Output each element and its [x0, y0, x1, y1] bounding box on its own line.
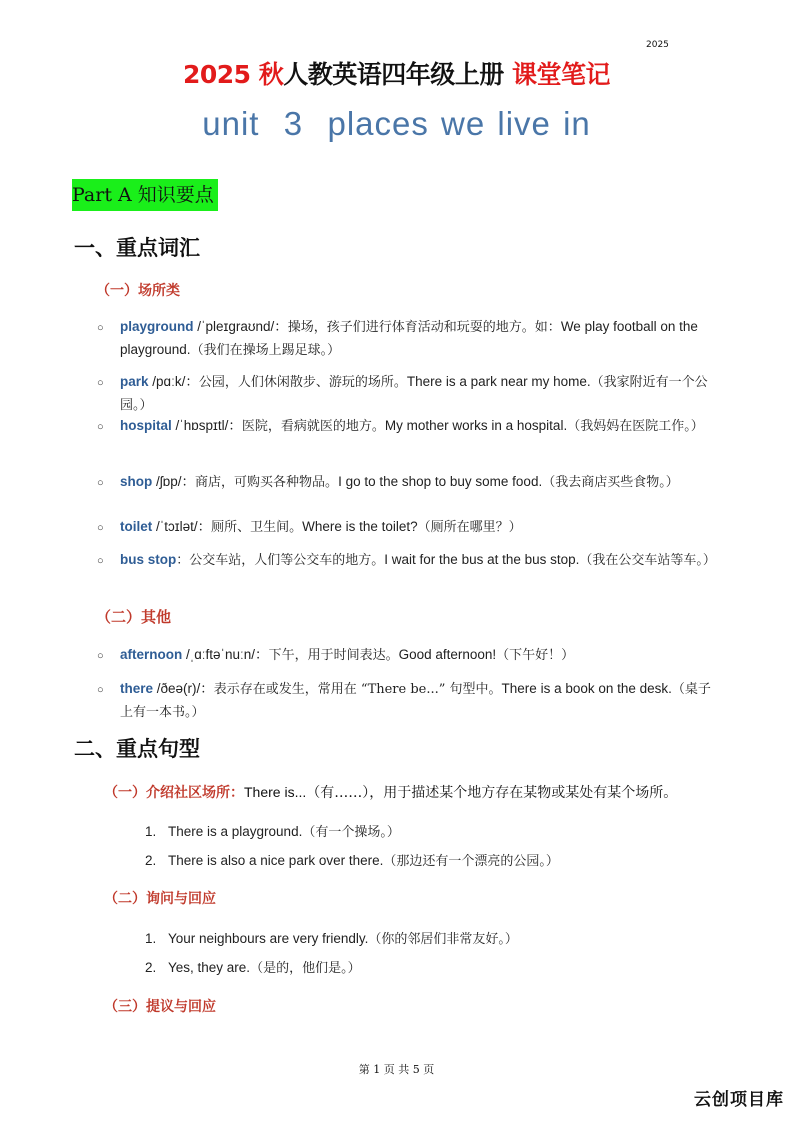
vocab-item — [97, 549, 722, 572]
vocab-example: I go to the shop to buy some food. — [338, 474, 543, 489]
vocab-item — [97, 471, 722, 494]
vocab-translation: （我家附近有一个公园。） — [120, 375, 708, 413]
sentence-english: Yes, they are. — [168, 960, 251, 975]
vocab-example: There is a book on the desk. — [501, 681, 672, 696]
sentence-chinese: （那边还有一个漂亮的公园。） — [383, 854, 559, 869]
vocab-meaning: 厕所、卫生间。 — [211, 520, 303, 535]
vocab-phonetic: /ðeə(r)/： — [156, 681, 214, 696]
vocab-word: hospital — [120, 418, 172, 433]
vocab-word: shop — [120, 474, 153, 489]
vocab-word: bus stop — [120, 552, 177, 567]
sentence-english: There is also a nice park over there. — [168, 853, 384, 868]
vocab-example: There is a park near my home. — [406, 374, 591, 389]
vocab-example: Good afternoon! — [398, 647, 497, 662]
bullet-icon: ○ — [97, 650, 104, 662]
vocab-phonetic: /ˈpleɪɡraʊnd/： — [197, 319, 288, 334]
title-book: 人教英语四年级上册 — [283, 60, 504, 89]
bullet-icon: ○ — [97, 522, 104, 534]
unit-title: unit 3 places we live in — [202, 105, 591, 142]
vocab-word: afternoon — [120, 647, 183, 662]
item-number: 2. — [145, 853, 157, 868]
sentence-english: Your neighbours are very friendly. — [168, 931, 369, 946]
vocab-translation: （下午好！） — [496, 648, 575, 663]
vocab-translation: （桌子上有一本书。） — [120, 682, 711, 720]
vocab-phonetic: /ˈtɔɪlət/： — [156, 519, 212, 534]
sentence-chinese: （有一个操场。） — [302, 825, 400, 840]
vocab-translation: （我妈妈在医院工作。） — [567, 419, 704, 434]
vocab-translation: （我去商店买些食物。） — [542, 475, 679, 490]
vocab-example: I wait for the bus at the bus stop. — [384, 552, 580, 567]
subsection-suggest-respond: （三）提议与回应 — [104, 999, 216, 1015]
corner-year: 2025 — [646, 40, 669, 50]
item-number: 2. — [145, 960, 157, 975]
vocab-item — [97, 371, 722, 417]
bullet-icon: ○ — [97, 377, 104, 389]
vocab-meaning: 商店，可购买各种物品。 — [195, 475, 339, 490]
part-a-heading: Part A 知识要点 — [72, 179, 218, 211]
subsection-ask-respond: （二）询问与回应 — [104, 891, 216, 907]
sentence-item — [145, 851, 559, 872]
vocab-meaning: 表示存在或发生，常用在 “There be...” 句型中。 — [213, 682, 502, 697]
sentence-english: There is a playground. — [168, 824, 303, 839]
item-number: 1. — [145, 931, 157, 946]
page-footer: 第 1 页 共 5 页 — [358, 1063, 435, 1076]
vocab-word: park — [120, 374, 149, 389]
sentence-item — [145, 822, 400, 843]
brand-watermark: 云创项目库 — [694, 1090, 784, 1110]
vocab-word: toilet — [120, 519, 153, 534]
vocab-phonetic: /pɑːk/： — [152, 374, 199, 389]
bullet-icon: ○ — [97, 421, 104, 433]
vocab-item — [97, 516, 722, 539]
subsection-other-heading: （二）其他 — [96, 608, 172, 626]
bullet-icon: ○ — [97, 322, 104, 334]
vocab-phonetic: ： — [176, 553, 190, 568]
vocab-item — [97, 644, 722, 667]
sentence-item — [145, 929, 518, 950]
vocab-meaning: 操场，孩子们进行体育活动和玩耍的地方。如： — [287, 320, 561, 335]
section-vocabulary-heading: 一、重点词汇 — [74, 235, 200, 260]
vocab-translation: （我们在操场上踢足球。） — [190, 343, 341, 358]
vocab-meaning: 下午，用于时间表达。 — [268, 648, 399, 663]
pattern-english: There is... — [244, 784, 307, 800]
vocab-meaning: 公交车站，人们等公交车的地方。 — [189, 553, 385, 568]
document-title — [0, 58, 793, 92]
vocab-meaning: 医院，看病就医的地方。 — [241, 419, 385, 434]
sentence-chinese: （你的邻居们非常友好。） — [368, 932, 518, 947]
subsection-label: （一）介绍社区场所： — [104, 785, 244, 801]
bullet-icon: ○ — [97, 477, 104, 489]
subsection-places-heading: （一）场所类 — [96, 283, 180, 299]
sentence-item — [145, 958, 361, 979]
vocab-item — [97, 678, 722, 724]
bullet-icon: ○ — [97, 555, 104, 567]
vocab-meaning: 公园，人们休闲散步、游玩的场所。 — [198, 375, 407, 390]
title-year: 2025 秋 — [182, 60, 284, 89]
vocab-phonetic: /ˈhɒspɪtl/： — [175, 418, 242, 433]
bullet-icon: ○ — [97, 684, 104, 696]
vocab-example: My mother works in a hospital. — [384, 418, 568, 433]
sentence-chinese: （是的，他们是。） — [250, 961, 361, 976]
section-sentences-heading: 二、重点句型 — [74, 736, 200, 761]
vocab-item — [97, 316, 722, 362]
vocab-phonetic: /ˌɑːftəˈnuːn/： — [186, 647, 269, 662]
vocab-word: there — [120, 681, 154, 696]
vocab-word: playground — [120, 319, 194, 334]
vocab-phonetic: /ʃɒp/： — [156, 474, 196, 489]
title-notes: 课堂笔记 — [512, 60, 611, 89]
vocab-translation: （厕所在哪里？） — [417, 520, 522, 535]
vocab-example: Where is the toilet? — [302, 519, 418, 534]
vocab-item — [97, 415, 722, 438]
pattern-explanation: （有……），用于描述某个地方存在某物或某处有某个场所。 — [306, 785, 678, 801]
vocab-example: We play football on the playground. — [120, 319, 698, 357]
item-number: 1. — [145, 824, 157, 839]
vocab-translation: （我在公交车站等车。） — [579, 553, 716, 568]
subsection-introduce-places — [104, 782, 677, 803]
